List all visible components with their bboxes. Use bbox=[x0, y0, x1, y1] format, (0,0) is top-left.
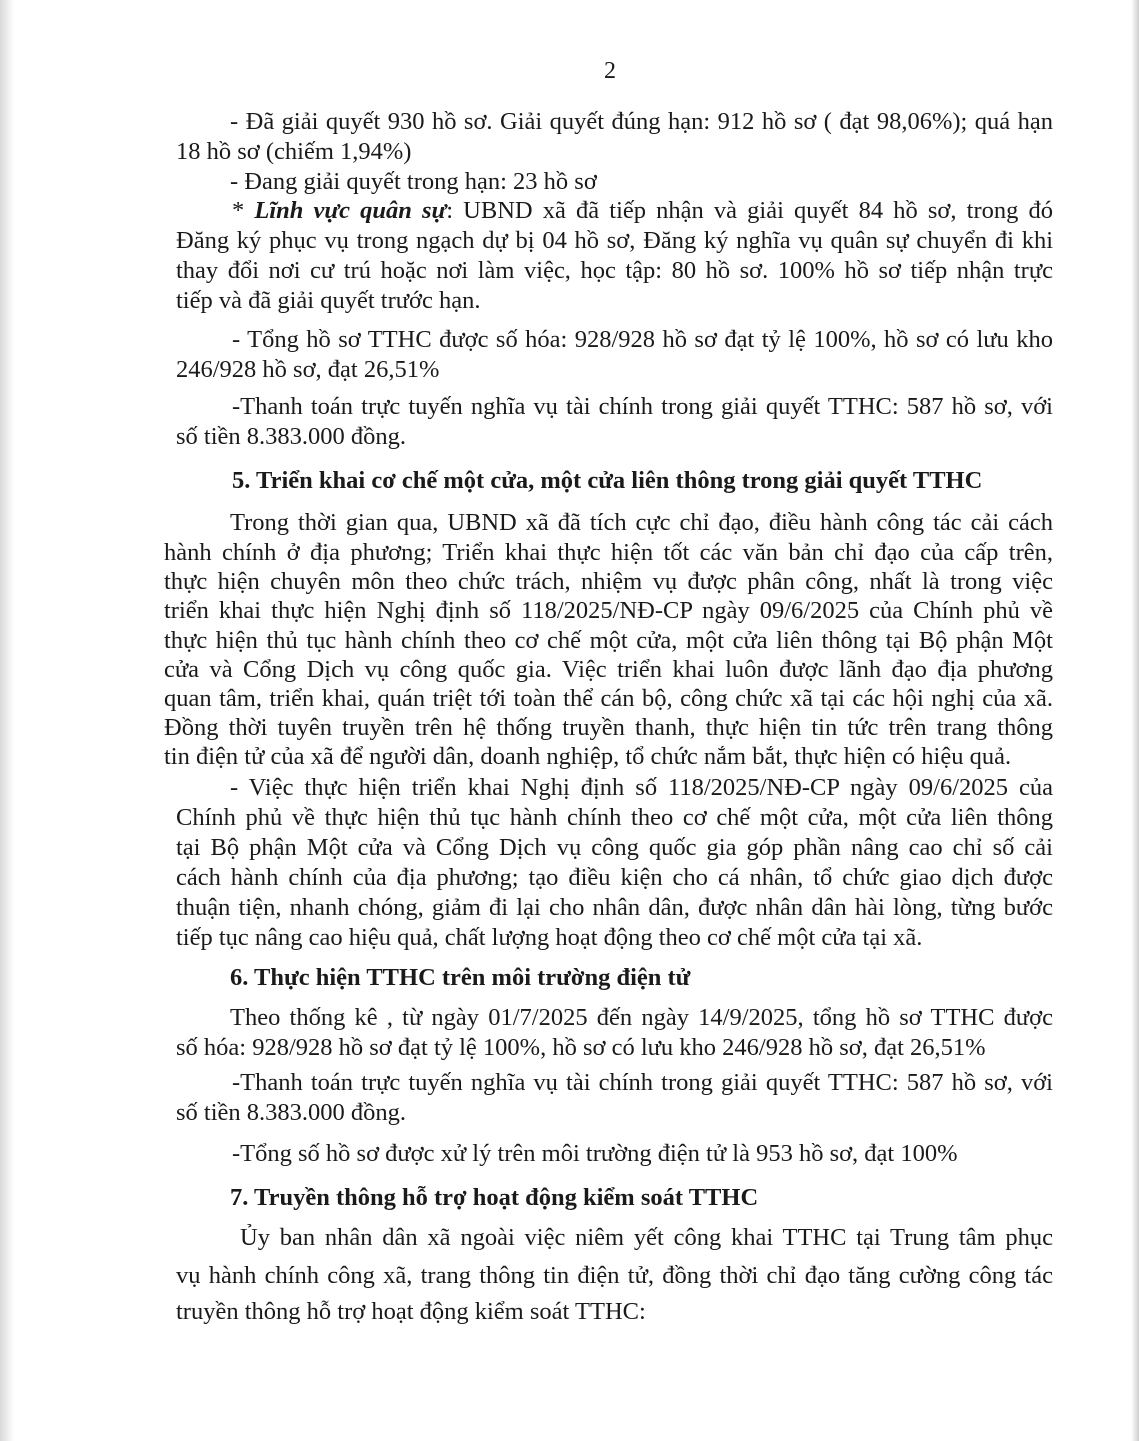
page-shadow-left bbox=[0, 0, 14, 1441]
sec5-p2-line: thuận tiện, nhanh chóng, giảm đi lại cho nhân dân, được nhân dân hài lòng, từng bước bbox=[176, 894, 1053, 921]
military-prefix: * bbox=[232, 197, 255, 224]
sec5-p2-line: cách hành chính của địa phương; tạo điều kiện cho cá nhân, tổ chức giao dịch được bbox=[176, 864, 1053, 891]
military-label: Lĩnh vực quân sự bbox=[254, 197, 447, 224]
sec5-p1-line: tin điện tử của xã để người dân, doanh nghiệp, tổ chức nắm bắt, thực hiện có hiệu quả. bbox=[164, 743, 1012, 770]
military-line-2: Đăng ký phục vụ trong ngạch dự bị 04 hồ sơ, Đăng ký nghĩa vụ quân sự chuyển đi khi bbox=[176, 227, 1053, 254]
sec6-total-line: -Tổng số hồ sơ được xử lý trên môi trường điện tử là 953 hồ sơ, đạt 100% bbox=[232, 1140, 958, 1167]
sec5-p1-line: triển khai thực hiện Nghị định số 118/2025/NĐ-CP ngày 09/6/2025 của Chính phủ về bbox=[164, 597, 1053, 624]
military-line-4: tiếp và đã giải quyết trước hạn. bbox=[176, 287, 481, 314]
military-line-1 bbox=[232, 196, 1053, 226]
sec5-p1-line: hành chính ở địa phương; Triển khai thực hiện tốt các văn bản chỉ đạo của cấp trên, bbox=[164, 539, 1053, 566]
sec7-p1-line: truyền thông hỗ trợ hoạt động kiểm soát TTHC: bbox=[176, 1298, 646, 1325]
solved-line-1: - Đã giải quyết 930 hồ sơ. Giải quyết đúng hạn: 912 hồ sơ ( đạt 98,06%); quá hạn bbox=[230, 108, 1053, 135]
military-line-3: thay đổi nơi cư trú hoặc nơi làm việc, học tập: 80 hồ sơ. 100% hồ sơ tiếp nhận trực bbox=[176, 257, 1053, 284]
payment-line-2: số tiền 8.383.000 đồng. bbox=[176, 423, 407, 450]
payment-line-1: -Thanh toán trực tuyến nghĩa vụ tài chính trong giải quyết TTHC: 587 hồ sơ, với bbox=[232, 393, 1053, 420]
sec5-p1-line: thực hiện chuyên môn theo chức trách, nhiệm vụ được phân công, nhất là trong việc bbox=[164, 568, 1053, 595]
sec5-p1-line: cửa và Cổng Dịch vụ công quốc gia. Việc triển khai luôn được lãnh đạo địa phương bbox=[164, 656, 1053, 683]
page-shadow-right bbox=[1131, 0, 1139, 1441]
section-7-heading: 7. Truyền thông hỗ trợ hoạt động kiểm soát TTHC bbox=[230, 1184, 759, 1211]
section-6-heading: 6. Thực hiện TTHC trên môi trường điện tử bbox=[230, 964, 691, 991]
military-rest: : UBND xã đã tiếp nhận và giải quyết 84 hồ sơ, trong đó bbox=[446, 197, 1054, 224]
sec5-p1-line: quan tâm, triển khai, quán triệt tới toàn thể cán bộ, công chức xã tại các hội nghị của xã. bbox=[164, 685, 1053, 712]
sec5-p2-line: Chính phủ về thực hiện thủ tục hành chính theo cơ chế một cửa, một cửa liên thông bbox=[176, 804, 1053, 831]
solved-line-2: 18 hồ sơ (chiếm 1,94%) bbox=[176, 138, 412, 165]
sec5-p2-line: - Việc thực hiện triển khai Nghị định số 118/2025/NĐ-CP ngày 09/6/2025 của bbox=[230, 774, 1053, 801]
sec5-p2-line: tại Bộ phận Một cửa và Cổng Dịch vụ công quốc gia góp phần nâng cao chỉ số cải bbox=[176, 834, 1053, 861]
digitized-line-1: - Tổng hồ sơ TTHC được số hóa: 928/928 hồ sơ đạt tỷ lệ 100%, hồ sơ có lưu kho bbox=[232, 326, 1053, 353]
pending-line: - Đang giải quyết trong hạn: 23 hồ sơ bbox=[230, 168, 597, 195]
sec5-p1-line: Đồng thời tuyên truyền trên hệ thống truyền thanh, thực hiện tin tức trên trang thông bbox=[164, 714, 1053, 741]
digitized-line-2: 246/928 hồ sơ, đạt 26,51% bbox=[176, 356, 440, 383]
sec7-p1-line: Ủy ban nhân dân xã ngoài việc niêm yết công khai TTHC tại Trung tâm phục bbox=[240, 1224, 1053, 1251]
sec6-stats-line-1: Theo thống kê , từ ngày 01/7/2025 đến ngày 14/9/2025, tổng hồ sơ TTHC được bbox=[230, 1004, 1053, 1031]
sec6-payment-line-2: số tiền 8.383.000 đồng. bbox=[176, 1099, 407, 1126]
sec6-payment-line-1: -Thanh toán trực tuyến nghĩa vụ tài chính trong giải quyết TTHC: 587 hồ sơ, với bbox=[232, 1069, 1053, 1096]
sec7-p1-line: vụ hành chính công xã, trang thông tin điện tử, đồng thời chỉ đạo tăng cường công tác bbox=[176, 1262, 1053, 1289]
page-number: 2 bbox=[604, 58, 616, 84]
sec5-p2-line: tiếp tục nâng cao hiệu quả, chất lượng hoạt động theo cơ chế một cửa tại xã. bbox=[176, 924, 923, 951]
sec6-stats-line-2: số hóa: 928/928 hồ sơ đạt tỷ lệ 100%, hồ sơ có lưu kho 246/928 hồ sơ, đạt 26,51% bbox=[176, 1034, 986, 1061]
sec5-p1-line: Trong thời gian qua, UBND xã đã tích cực chỉ đạo, điều hành công tác cải cách bbox=[230, 509, 1053, 536]
section-5-heading: 5. Triển khai cơ chế một cửa, một cửa liên thông trong giải quyết TTHC bbox=[232, 467, 983, 494]
sec5-p1-line: thực hiện thủ tục hành chính theo cơ chế một cửa, một cửa liên thông tại Bộ phận Một bbox=[164, 627, 1053, 654]
